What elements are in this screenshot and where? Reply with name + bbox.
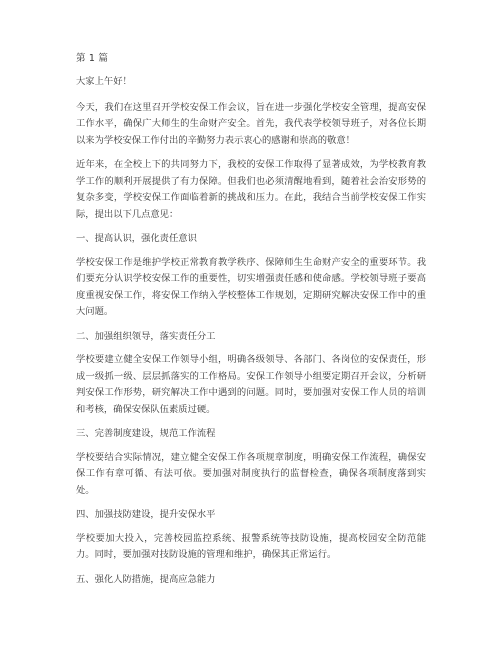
section-1-title: 一、提高认识，强化责任意识 (76, 233, 197, 244)
section-4-body: 学校要加大投入，完善校园监控系统、报警系统等技防设施，提高校园安全防范能力。同时，要加强对技防设施的管理和维护，确保其正常运行。 (76, 532, 426, 560)
section-4-title: 四、加强技防建设，提升安保水平 (76, 509, 216, 520)
chapter-heading: 第 1 篇 (76, 53, 109, 64)
greeting-text: 大家上午好！ (76, 76, 132, 87)
section-1-body: 学校安保工作是维护学校正常教育教学秩序、保障师生生命财产安全的重要环节。我们要充分认识学校安保工作的重要性，切实增强责任感和使命感。学校领导班子要高度重视安保工作，将安保工作纳入学校整体工作规划，定期研究解决安保工作中的重大问题。 (76, 256, 426, 317)
intro-paragraph-1: 今天，我们在这里召开学校安保工作会议，旨在进一步强化学校安全管理，提高安保工作水平，确保广大师生的生命财产安全。首先，我代表学校领导班子，对各位长期以来为学校安保工作付出的辛勤努力表示衷心的感谢和崇高的敬意！ (76, 101, 426, 146)
document-content (76, 52, 426, 595)
intro-paragraph-2: 近年来，在全校上下的共同努力下，我校的安保工作取得了显著成效，为学校教育教学工作的顺利开展提供了有力保障。但我们也必须清醒地看到，随着社会治安形势的复杂多变，学校安保工作面临着新的挑战和压力。在此，我结合当前学校安保工作实际，提出以下几点意见： (76, 159, 426, 220)
section-2-title: 二、加强组织领导，落实责任分工 (76, 330, 216, 342)
section-2-body: 学校要建立健全安保工作领导小组，明确各级领导、各部门、各岗位的安保责任，形成一级抓一级、层层抓落实的工作格局。安保工作领导小组要定期召开会议，分析研判安保工作形势，研究解决工作中遇到的问题。同时，要加强对安保工作人员的培训和考核，确保安保队伍素质过硬。 (76, 354, 426, 415)
section-5-title: 五、强化人防措施，提高应急能力 (76, 573, 216, 585)
section-3-title: 三、完善制度建设，规范工作流程 (76, 428, 216, 439)
section-3-body: 学校要结合实际情况，建立健全安保工作各项规章制度，明确安保工作流程，确保安保工作有章可循、有法可依。要加强对制度执行的监督检查，确保各项制度落到实处。 (76, 451, 426, 496)
